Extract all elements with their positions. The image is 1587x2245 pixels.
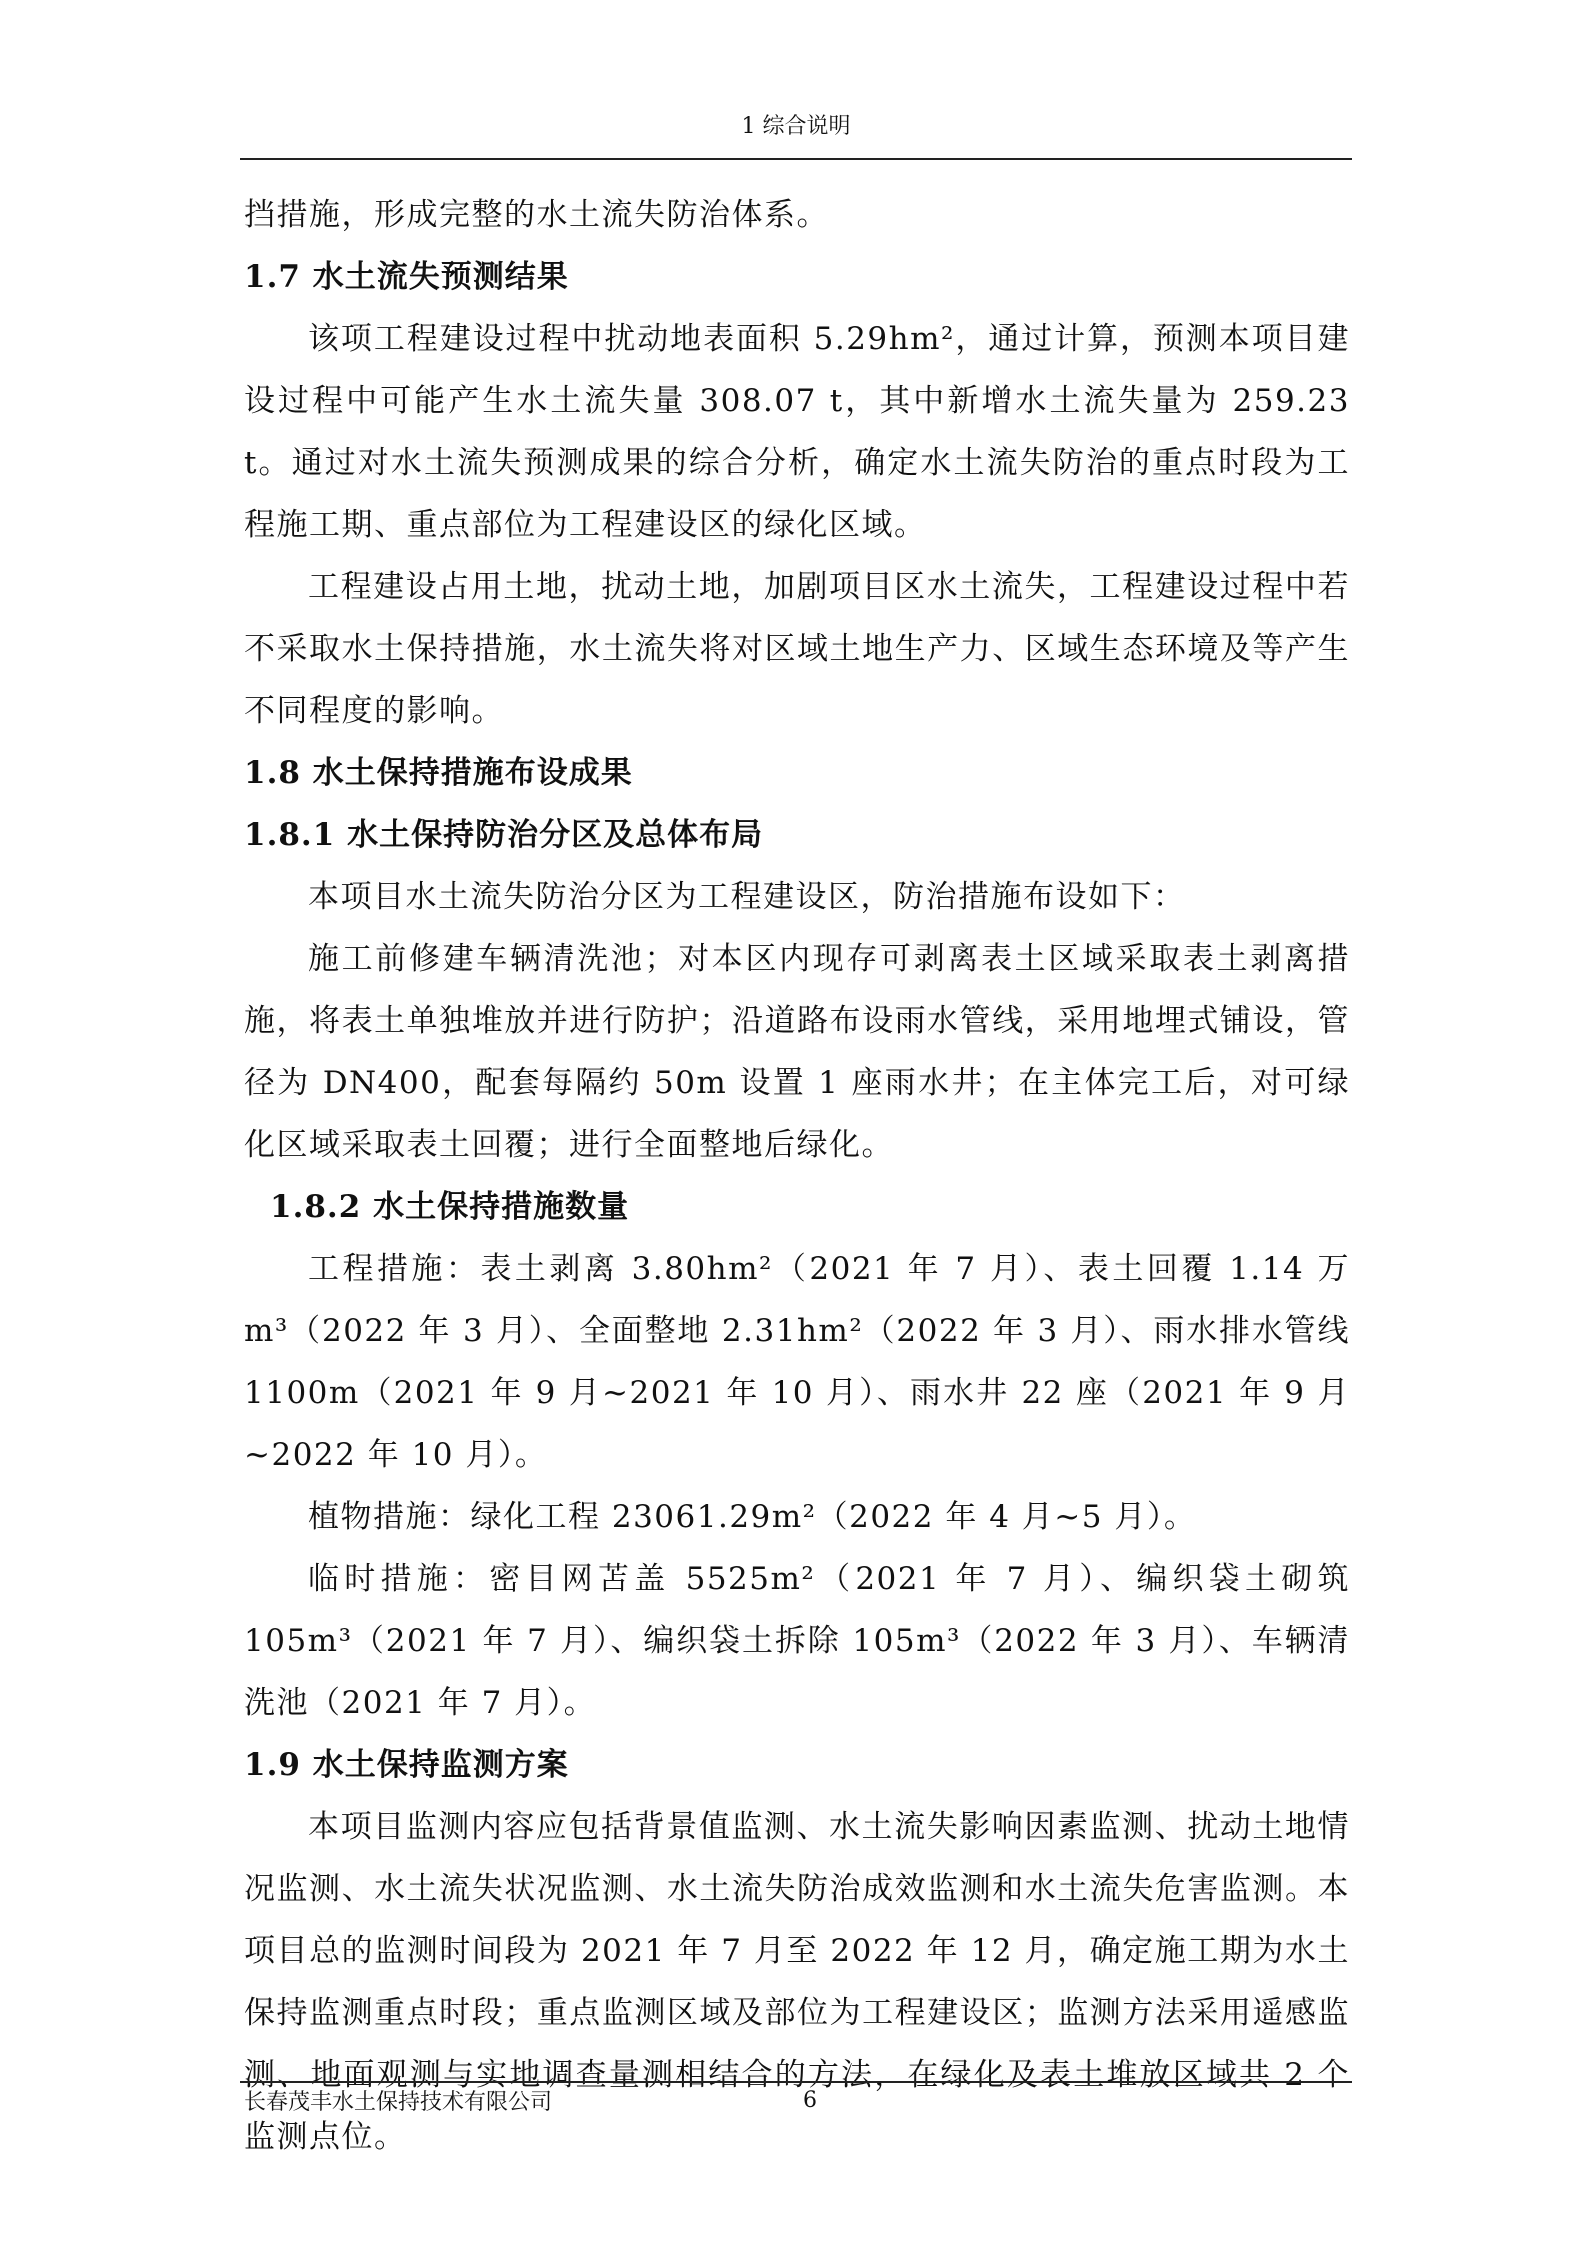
footer-divider: [240, 2081, 1352, 2083]
section-heading-1-8-1: 1.8.1 水土保持防治分区及总体布局: [244, 817, 764, 853]
section-heading-1-8: 1.8 水土保持措施布设成果: [244, 755, 633, 791]
section-heading-1-7: 1.7 水土流失预测结果: [244, 259, 569, 295]
section-heading-1-9: 1.9 水土保持监测方案: [244, 1747, 569, 1783]
section-heading-1-8-2: 1.8.2 水土保持措施数量: [270, 1189, 630, 1225]
paragraph-plant-measures: 植物措施：绿化工程 23061.29m²（2022 年 4 月~5 月）。: [308, 1499, 1197, 1535]
paragraph-engineering-measures: 工程措施：表土剥离 3.80hm²（2021 年 7 月）、表土回覆 1.14 万 m³（2022 年 3 月）、全面整地 2.31hm²（2022 年 3 月）、雨水排水管线 1100m（2021 年 9 月~2021 年 10 月）、雨水井 22 座（2021 年 9 月~2022 年 10 月）。: [244, 1251, 1350, 1473]
page-header-title: 1 综合说明: [741, 114, 851, 139]
header-divider: [240, 158, 1352, 160]
paragraph-impact: 工程建设占用土地，扰动土地，加剧项目区水土流失，工程建设过程中若不采取水土保持措施，水土流失将对区域土地生产力、区域生态环境及等产生不同程度的影响。: [244, 569, 1350, 729]
footer-company-name: 长春茂丰水土保持技术有限公司: [244, 2090, 553, 2115]
paragraph-temporary-measures: 临时措施：密目网苫盖 5525m²（2021 年 7 月）、编织袋土砌筑 105m³（2021 年 7 月）、编织袋土拆除 105m³（2022 年 3 月）、车辆清洗池（2021 年 7 月）。: [244, 1561, 1350, 1721]
page-number: 6: [803, 2088, 817, 2113]
paragraph-continuation: 挡措施，形成完整的水土流失防治体系。: [244, 197, 829, 233]
paragraph-prediction-results: 该项工程建设过程中扰动地表面积 5.29hm²，通过计算，预测本项目建设过程中可能产生水土流失量 308.07 t，其中新增水土流失量为 259.23 t。通过对水土流失预测成果的综合分析，确定水土流失防治的重点时段为工程施工期、重点部位为工程建设区的绿化区域。: [244, 321, 1350, 543]
document-body: [244, 184, 1350, 2168]
paragraph-monitoring-plan: 本项目监测内容应包括背景值监测、水土流失影响因素监测、扰动土地情况监测、水土流失状况监测、水土流失防治成效监测和水土流失危害监测。本项目总的监测时间段为 2021 年 7 月至 2022 年 12 月，确定施工期为水土保持监测重点时段；重点监测区域及部位为工程建设区；监测方法采用遥感监测、地面观测与实地调查量测相结合的方法，在绿化及表土堆放区域共 2 个监测点位。: [244, 1809, 1350, 2155]
paragraph-measures-layout: 施工前修建车辆清洗池；对本区内现存可剥离表土区域采取表土剥离措施，将表土单独堆放并进行防护；沿道路布设雨水管线，采用地埋式铺设，管径为 DN400，配套每隔约 50m 设置 1 座雨水井；在主体完工后，对可绿化区域采取表土回覆；进行全面整地后绿化。: [244, 941, 1350, 1163]
paragraph-zoning: 本项目水土流失防治分区为工程建设区，防治措施布设如下：: [308, 879, 1186, 915]
